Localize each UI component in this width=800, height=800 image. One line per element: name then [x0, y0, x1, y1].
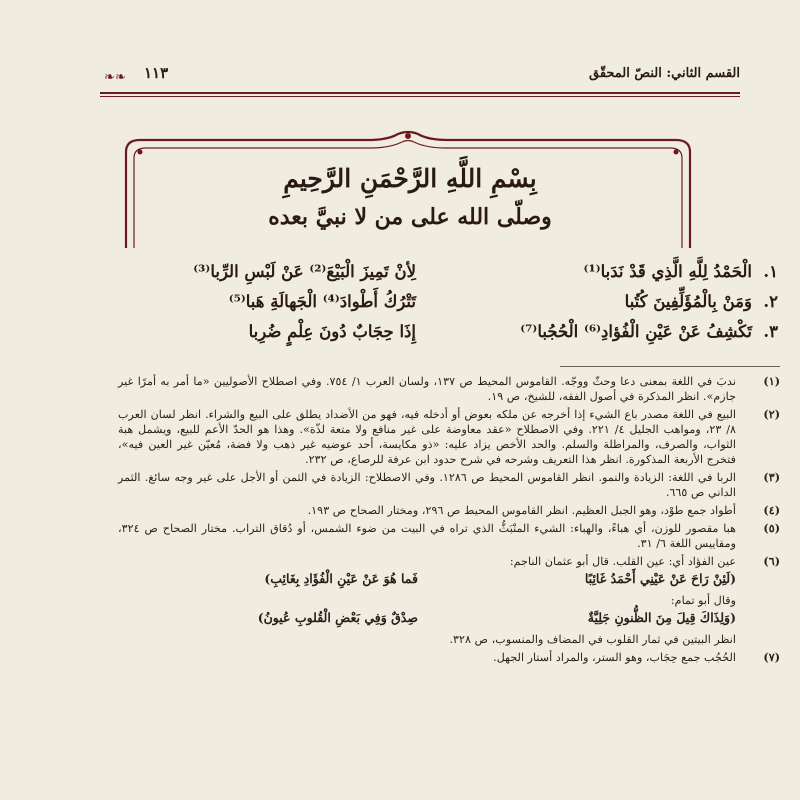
running-header [100, 66, 740, 88]
footnote-4 [118, 503, 780, 518]
quoted-hemistich-second: صِدْقٌ وَفِي بَعْضِ الْقُلوبِ عُيونُ) [257, 610, 418, 625]
verse-2 [88, 292, 778, 322]
footnote-number: (٣) [763, 470, 780, 484]
header-rule-bottom [100, 96, 740, 97]
footnote-text: البيع في اللغة مصدر باع الشيء إذا أخرجه عن ملكه بعوض أو أدخله فيه، فهو من الأضداد يطلق على البيع والشراء. انظر لسان العرب ٨/ ٢٣، ومواهب الجليل ٤/ ٢٢١. وفي الاصطلاح «عقد معاوضة على غير منافع ولا متعة لذّة». وهذا هو الحدّ الأعم للبيع، ويشمل هبة الثواب، والصرف، والمراطلة والسلم. والحد الأخص يزاد عليه: «ذو مكايسة، أحد عوضيه غير ذهب ولا فضة، مُعيّن غير العين فيه»، فتخرج الأربعة المذكورة. انظر هذا التعريف وشرحه في شرح حدود ابن عرفة للرصاع، ص ٢٣٢. [118, 408, 737, 466]
page-number: ١١٣ [144, 64, 169, 82]
footnote-text: الحُجُب جمع حِجَاب، وهو الستر، والمراد أستار الجهل. [493, 651, 736, 664]
verse-number: ٢. [763, 292, 778, 311]
footnote-5 [118, 521, 780, 551]
footnotes [118, 374, 780, 668]
footnote-number: (٥) [763, 521, 780, 535]
quoted-hemistich-second: فَما هُوَ عَنْ عَيْنِ الْفُؤَادِ بِغَائِبِ) [264, 571, 418, 586]
footnote-text: هبا مقصور للوزن، أي هباءً، والهباء: الشيء المنْبَثُّ الذي تراه في البيت من ضوء الشمس، أو دُقاق التراب. مختار الصحاح ص ٣٢٤، ومقاييس اللغة ٦/ ٣١. [118, 522, 736, 550]
verse-hemistich-first: تَكْشِفُ عَنْ عَيْنِ الْفُؤادِ⁽⁶⁾ الْحُجُبا⁽⁷⁾ [520, 322, 752, 341]
footnote-text: الربا في اللغة: الزيادة والنمو. انظر القاموس المحيط ص ١٢٨٦. وفي الاصطلاح: الزيادة في الثمن أو الأجل على غير وجه سائغ. الثمر الداني ص ٦٦٥. [118, 471, 736, 499]
footnote-text: عين الفؤاد أي: عين القلب. قال أبو عثمان الناجم: [509, 555, 736, 568]
header-rule-top [100, 92, 740, 94]
quoted-hemistich-first: (وَلِذَاكَ قِيلَ مِنَ الظُّنونِ جَلِيَّةٌ [587, 610, 736, 625]
verse-1 [88, 262, 778, 292]
footnote-text: ندبَ في اللغة بمعنى دعا وحثّ ووجّه. القاموس المحيط ص ١٣٧، ولسان العرب ١/ ٧٥٤. وفي اصطلاح الأصوليين «ما أمر به أمرًا غير جازم». انظر المذكرة في أصول الفقه، للشيخ، ص ١٩. [118, 375, 736, 403]
footnote-7 [118, 650, 780, 665]
footnote-number: (١) [763, 374, 780, 388]
verse-hemistich-second: إِذَا حِجَابٌ دُونَ عِلْمٍ ضُرِبا [248, 322, 416, 341]
footnote-text: وقال أبو تمام: [670, 594, 736, 607]
footnote-text: أطواد جمع طوْد، وهو الجبل العظيم. انظر القاموس المحيط ص ٢٩٦، ومختار الصحاح ص ١٩٣. [307, 504, 736, 517]
verse-hemistich-second: لِأنْ تَمِيزَ الْبَيْعَ⁽²⁾ عَنْ لَبْسِ الرِّبا⁽³⁾ [193, 262, 416, 281]
poem-verses [88, 262, 778, 352]
header-ornament: ❧ ❧ [104, 70, 124, 85]
quoted-verse-2 [118, 610, 736, 630]
footnote-number: (٦) [763, 554, 780, 568]
quoted-hemistich-first: (لَئِنْ رَاحَ عَنْ عَيْنِي أَحْمَدُ غَائِبًا [584, 571, 736, 586]
salutation-line: وصلّى الله على من لا نبيَّ بعده [268, 204, 552, 230]
footnote-2 [118, 407, 780, 467]
verse-3 [88, 322, 778, 352]
footnote-text: انظر البيتين في ثمار القلوب في المضاف والمنسوب، ص ٣٢٨. [449, 633, 736, 646]
footnote-number: (٢) [763, 407, 780, 421]
footnote-separator [560, 366, 780, 367]
quoted-verse-1 [118, 571, 736, 591]
footnote-number: (٤) [763, 503, 780, 517]
verse-hemistich-second: تَتْرُكُ أَطْوادَ⁽⁴⁾ الْجَهالَةِ هَبا⁽⁵⁾ [228, 292, 416, 311]
section-title: القسم الثاني: النصّ المحقّق [588, 66, 740, 81]
footnote-number: (٧) [763, 650, 780, 664]
footnote-6 [118, 554, 780, 647]
verse-hemistich-first: وَمَنْ بِالْمُؤَلِّفِينَ كُتُبا [624, 292, 752, 311]
verse-number: ٣. [763, 322, 778, 341]
verse-number: ١. [763, 262, 778, 281]
verse-hemistich-first: الْحَمْدُ لِلَّهِ الَّذِي قَدْ نَدَبا⁽¹⁾ [583, 262, 752, 281]
footnote-1 [118, 374, 780, 404]
basmala: بِسْمِ اللَّهِ الرَّحْمَنِ الرَّحِيمِ [283, 164, 537, 193]
footnote-3 [118, 470, 780, 500]
